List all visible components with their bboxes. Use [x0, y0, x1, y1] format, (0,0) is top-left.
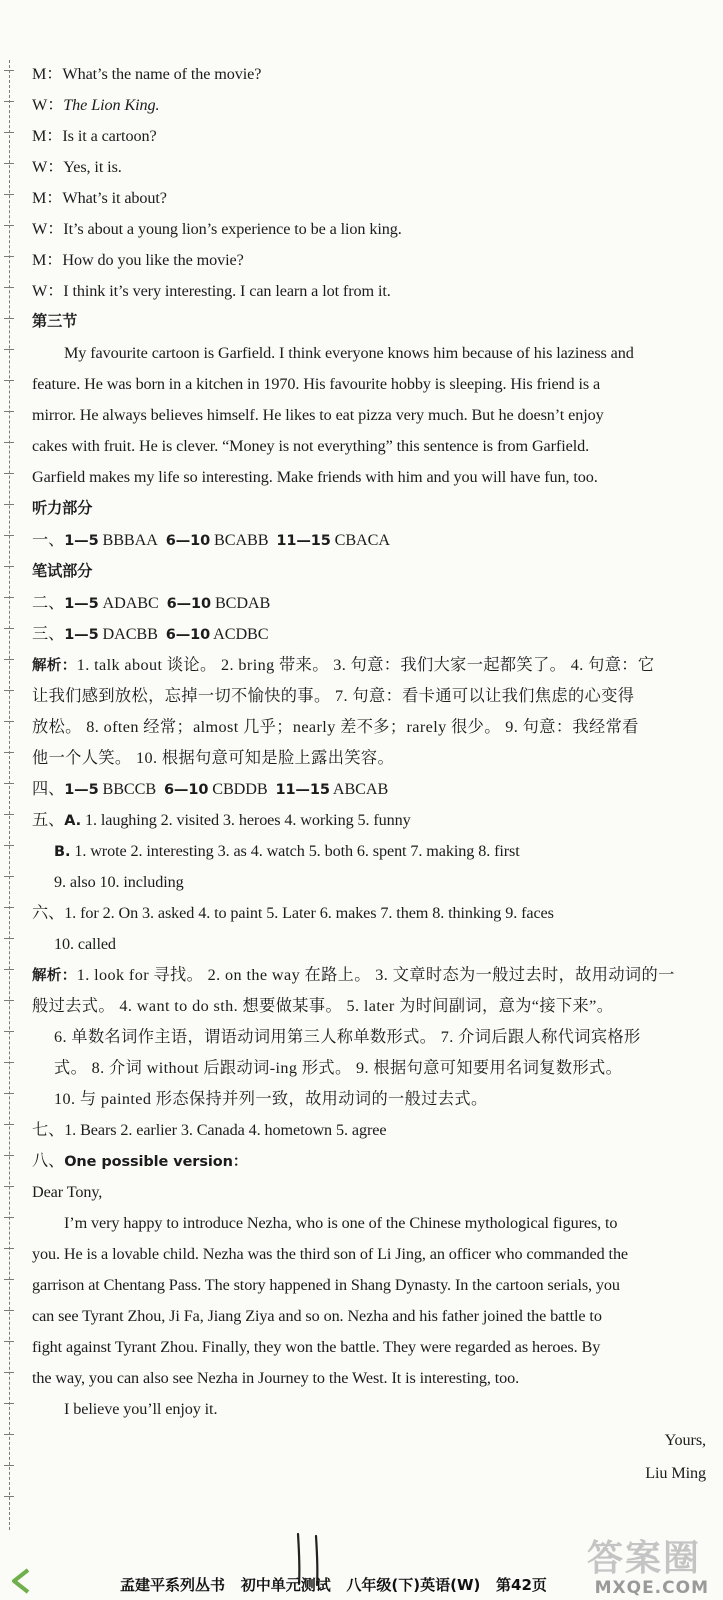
cut-line-tick	[4, 1341, 14, 1342]
dialogue-line-3: M：Is it a cartoon?	[32, 127, 157, 145]
part5-a: 五、A. 1. laughing 2. visited 3. heroes 4. working 5. funny	[32, 811, 411, 829]
footer-series: 孟建平系列丛书	[120, 1576, 226, 1594]
part7-answers: 七、1. Bears 2. earlier 3. Canada 4. hometown 5. agree	[32, 1121, 387, 1139]
cut-line-tick	[4, 256, 14, 257]
cut-line-tick	[4, 380, 14, 381]
part3-answers: 三、1—5 DACBB 6—10 ACDBC	[32, 625, 269, 643]
letter-closing-line: I believe you’ll enjoy it.	[64, 1400, 218, 1418]
watermark-logo: 答案圈	[586, 1538, 701, 1579]
cut-line-tick	[4, 442, 14, 443]
cut-line-tick	[4, 1186, 14, 1187]
cut-line-tick	[4, 566, 14, 567]
cut-line-tick	[4, 628, 14, 629]
dialogue-line-2: W：The Lion King.	[32, 96, 160, 114]
cut-line-tick	[4, 907, 14, 908]
cut-line-tick	[4, 814, 14, 815]
cut-line-tick	[4, 1310, 14, 1311]
cut-line-tick	[4, 1217, 14, 1218]
letter-line-1: I’m very happy to introduce Nezha, who is one of the Chinese mythological figures, to	[64, 1214, 618, 1232]
footer-grade: 八年级(下)英语(W)	[346, 1576, 481, 1594]
cut-line-tick	[4, 969, 14, 970]
cut-line-tick	[4, 1403, 14, 1404]
dialogue-line-6: W：It’s about a young lion’s experience to be a lion king.	[32, 220, 402, 238]
dialogue-line-7: M：How do you like the movie?	[32, 251, 244, 269]
listening-answers: 一、1—5 BBBAA 6—10 BCABB 11—15 CBACA	[32, 531, 390, 549]
letter-greeting: Dear Tony,	[32, 1183, 103, 1201]
cut-line-tick	[4, 194, 14, 195]
watermark-url: MXQE.COM	[594, 1578, 709, 1598]
section3-heading: 第三节	[32, 312, 78, 330]
cut-line-tick	[4, 1496, 14, 1497]
footer-book: 初中单元测试	[240, 1576, 331, 1594]
dialogue-line-8: W：I think it’s very interesting. I can learn a lot from it.	[32, 282, 391, 300]
part5-b-line-2: 9. also 10. including	[54, 873, 184, 891]
cut-line-tick	[4, 1279, 14, 1280]
cut-line-tick	[4, 411, 14, 412]
analysis1-line-3: 放松。 8. often 经常；almost 几乎；nearly 差不多；rarely 很少。 9. 句意：我经常看	[32, 718, 639, 736]
letter-signoff: Yours,	[664, 1431, 706, 1449]
analysis1-line-4: 他一个人笑。 10. 根据句意可知是脸上露出笑容。	[32, 749, 395, 767]
cut-line-tick	[4, 783, 14, 784]
cut-line-tick	[4, 1434, 14, 1435]
page-footer	[0, 1566, 723, 1600]
cut-line-tick	[4, 1465, 14, 1466]
cut-line-tick	[4, 163, 14, 164]
cut-line-tick	[4, 287, 14, 288]
cut-line-tick	[4, 1372, 14, 1373]
cut-line-tick	[4, 1031, 14, 1032]
cut-line-tick	[4, 1093, 14, 1094]
cut-line-tick	[4, 1124, 14, 1125]
cut-line-tick	[4, 1000, 14, 1001]
cut-line-tick	[4, 70, 14, 71]
section3-line-1: My favourite cartoon is Garfield. I think everyone knows him because of his laziness and	[64, 344, 634, 362]
footer-text	[120, 1574, 547, 1595]
analysis2-line-5: 10. 与 painted 形态保持并列一致，故用动词的一般过去式。	[54, 1090, 488, 1108]
cut-line-tick	[4, 225, 14, 226]
dialogue-line-1: M：What’s the name of the movie?	[32, 65, 262, 83]
dialogue-line-4: W：Yes, it is.	[32, 158, 122, 176]
cut-line-tick	[4, 1155, 14, 1156]
part6-line-1: 六、1. for 2. On 3. asked 4. to paint 5. Later 6. makes 7. them 8. thinking 9. faces	[32, 904, 554, 922]
listening-heading: 听力部分	[32, 499, 93, 517]
part2-answers: 二、1—5 ADABC 6—10 BCDAB	[32, 594, 271, 612]
part8-heading: 八、One possible version：	[32, 1152, 248, 1170]
cut-line-tick	[4, 132, 14, 133]
cut-line-tick	[4, 845, 14, 846]
letter-signature: Liu Ming	[645, 1464, 706, 1482]
section3-line-5: Garfield makes my life so interesting. Make friends with him and you will have fun, too.	[32, 468, 598, 486]
cut-line-tick	[4, 938, 14, 939]
cut-line-tick	[4, 597, 14, 598]
dialogue-line-5: M：What’s it about?	[32, 189, 167, 207]
letter-line-3: garrison at Chentang Pass. The story happened in Shang Dynasty. In the cartoon serials, you	[32, 1276, 620, 1294]
analysis1-line-1: 解析：1. talk about 谈论。 2. bring 带来。 3. 句意：我们大家一起都笑了。 4. 句意：它	[32, 656, 655, 674]
cut-line-tick	[4, 535, 14, 536]
letter-line-4: can see Tyrant Zhou, Ji Fa, Jiang Ziya and so on. Nezha and his father joined the battle to	[32, 1307, 602, 1325]
cut-line-tick	[4, 504, 14, 505]
cut-line-tick	[4, 349, 14, 350]
cut-line-tick	[4, 1248, 14, 1249]
cut-line-tick	[4, 318, 14, 319]
analysis2-line-1: 解析：1. look for 寻找。 2. on the way 在路上。 3. 文章时态为一般过去时，故用动词的一	[32, 966, 675, 984]
cut-line-tick	[4, 1062, 14, 1063]
letter-line-6: the way, you can also see Nezha in Journey to the West. It is interesting, too.	[32, 1369, 520, 1387]
cut-line-tick	[4, 659, 14, 660]
letter-line-2: you. He is a lovable child. Nezha was the third son of Li Jing, an officer who commanded the	[32, 1245, 629, 1263]
analysis2-line-3: 6. 单数名词作主语，谓语动词用第三人称单数形式。 7. 介词后跟人称代词宾格形	[54, 1028, 641, 1046]
footer-page: 第42页	[496, 1576, 547, 1594]
part4-answers: 四、1—5 BBCCB 6—10 CBDDB 11—15 ABCAB	[32, 780, 389, 798]
section3-line-3: mirror. He always believes himself. He likes to eat pizza very much. But he doesn’t enjoy	[32, 406, 604, 424]
chevron-left-icon	[8, 1568, 34, 1594]
cut-line-tick	[4, 473, 14, 474]
analysis2-line-2: 般过去式。 4. want to do sth. 想要做某事。 5. later 为时间副词，意为“接下来”。	[32, 997, 614, 1015]
section3-line-4: cakes with fruit. He is clever. “Money is not everything” this sentence is from Garfield.	[32, 437, 590, 455]
analysis2-line-4: 式。 8. 介词 without 后跟动词-ing 形式。 9. 根据句意可知要用名词复数形式。	[54, 1059, 623, 1077]
cut-line-tick	[4, 752, 14, 753]
cut-line-tick	[4, 690, 14, 691]
letter-line-5: fight against Tyrant Zhou. Finally, they won the battle. They were regarded as heroes. By	[32, 1338, 601, 1356]
part6-line-2: 10. called	[54, 935, 116, 953]
cut-line-tick	[4, 721, 14, 722]
cut-line-tick	[4, 876, 14, 877]
cut-line-tick	[4, 101, 14, 102]
analysis1-line-2: 让我们感到放松，忘掉一切不愉快的事。 7. 句意：看卡通可以让我们焦虑的心变得	[32, 687, 635, 705]
part5-b-line-1: B. 1. wrote 2. interesting 3. as 4. watch 5. both 6. spent 7. making 8. first	[54, 842, 520, 860]
written-heading: 笔试部分	[32, 562, 93, 580]
section3-line-2: feature. He was born in a kitchen in 1970. His favourite hobby is sleeping. His friend is a	[32, 375, 601, 393]
